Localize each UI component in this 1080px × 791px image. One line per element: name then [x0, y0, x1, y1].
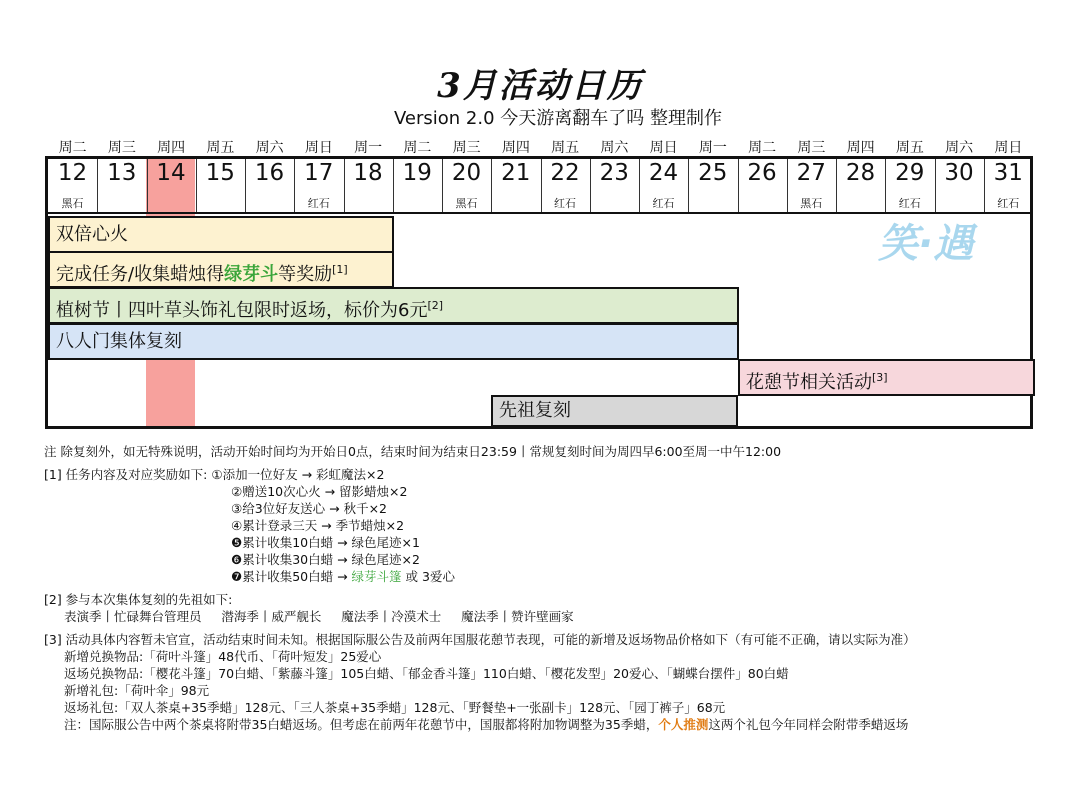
weekday-label: 周日	[994, 140, 1023, 156]
row-divider	[48, 322, 1030, 323]
shard-label: 黑石	[455, 197, 478, 210]
date-number: 17	[304, 160, 334, 186]
page-subtitle: Version 2.0 今天游离翻车了吗 整理制作	[394, 108, 722, 129]
date-number: 20	[451, 160, 482, 186]
event-bar	[491, 395, 738, 427]
date-number: 28	[845, 160, 876, 186]
weekday-label: 周三	[452, 140, 481, 156]
date-number: 25	[698, 160, 728, 186]
event-bar	[738, 359, 1035, 396]
event-label: 先祖复刻	[499, 400, 571, 421]
note-3-line: 新增兑换物品:「荷叶斗篷」48代币、「荷叶短发」25爱心	[64, 649, 382, 664]
shard-label: 黑石	[800, 197, 823, 210]
weekday-label: 周二	[58, 140, 87, 156]
row-divider	[48, 250, 1030, 251]
note-3-line: 返场兑换物品:「樱花斗篷」70白蜡、「紫藤斗篷」105白蜡、「郁金香斗篷」110白蜡、「樱花发型」20爱心、「蝴蝶台摆件」80白蜡	[64, 666, 789, 681]
date-number: 31	[993, 160, 1023, 186]
event-label: 双倍心火	[56, 224, 128, 245]
date-number: 22	[550, 160, 580, 186]
note-1-item: ❺累计收集10白蜡 → 绿色尾迹×1	[231, 535, 420, 550]
shard-label: 红石	[898, 197, 921, 210]
weekday-label: 周一	[354, 140, 383, 156]
note-3-head: [3] 活动具体内容暂未官宣，活动结束时间未知。根据国际服公告及前两年国服花憩节表现，可能的新增及返场物品价格如下（有可能不正确，请以实际为准）	[44, 632, 916, 647]
note-3-last: 注：国际服公告中两个茶桌将附带35白蜡返场。但考虑在前两年花憩节中，国服都将附加物调整为35季蜡，个人推测这两个礼包今年同样会附带季蜡返场	[64, 717, 909, 732]
event-footnote-ref: [2]	[427, 299, 444, 312]
day-divider	[97, 159, 98, 213]
event-label-part: 等奖励	[278, 264, 333, 285]
row-divider	[48, 286, 1030, 287]
shard-label: 红石	[652, 197, 675, 210]
weekday-label: 周五	[206, 140, 235, 156]
event-bar	[48, 323, 739, 360]
weekday-label: 周三	[797, 140, 826, 156]
event-bar	[48, 251, 394, 288]
day-divider	[442, 159, 443, 213]
date-number: 29	[895, 160, 925, 186]
shard-label: 黑石	[61, 197, 84, 210]
date-number: 23	[599, 160, 629, 186]
watermark-logo: 笑·遇	[878, 221, 974, 267]
day-divider	[935, 159, 936, 213]
day-divider	[393, 159, 394, 213]
date-number: 24	[648, 160, 679, 186]
date-number: 26	[747, 160, 777, 186]
date-number: 12	[57, 160, 88, 186]
weekday-label: 周二	[403, 140, 432, 156]
event-label-highlight: 绿芽斗	[224, 264, 279, 285]
day-divider	[294, 159, 295, 213]
day-divider	[885, 159, 886, 213]
date-number: 18	[353, 160, 383, 186]
day-divider	[491, 159, 492, 213]
weekday-label: 周五	[895, 140, 924, 156]
weekday-label: 周四	[501, 140, 530, 156]
date-number: 21	[501, 160, 531, 186]
day-divider	[836, 159, 837, 213]
note-3-line: 返场礼包:「双人茶桌+35季蜡」128元、「三人茶桌+35季蜡」128元、「野餐垫+一张副卡」128元、「园丁裤子」68元	[64, 700, 726, 715]
date-number: 14	[156, 160, 186, 186]
day-divider	[984, 159, 985, 213]
row-divider	[48, 394, 1030, 395]
shard-label: 红石	[307, 197, 330, 210]
day-divider	[245, 159, 246, 213]
note-1-item: ②赠送10次心火 → 留影蜡烛×2	[231, 484, 408, 499]
weekday-label: 周三	[107, 140, 136, 156]
weekday-label: 周四	[157, 140, 186, 156]
day-divider	[787, 159, 788, 213]
event-label: 植树节丨四叶草头饰礼包限时返场，标价为6元	[56, 300, 428, 321]
day-divider	[639, 159, 640, 213]
page-title: 3月活动日历	[437, 66, 643, 106]
note-2-ancestors: 表演季丨忙碌舞台管理员 潜海季丨威严舰长 魔法季丨冷漠术士 魔法季丨赞许壁画家	[64, 609, 574, 624]
note-1-item: ❻累计收集30白蜡 → 绿色尾迹×2	[231, 552, 420, 567]
row-divider	[48, 358, 1030, 359]
day-divider	[541, 159, 542, 213]
event-bar	[48, 216, 394, 253]
day-divider	[196, 159, 197, 213]
date-number: 15	[205, 160, 235, 186]
note-1-head: [1] 任务内容及对应奖励如下: ①添加一位好友 → 彩虹魔法×2	[44, 467, 385, 482]
day-divider	[738, 159, 739, 213]
notes-section	[44, 443, 916, 733]
note-1-item: ③给3位好友送心 → 秋千×2	[231, 501, 388, 516]
note-general: 注 除复刻外，如无特殊说明，活动开始时间均为开始日0点，结束时间为结束日23:59丨常规复刻时间为周四早6:00至周一中午12:00	[44, 444, 782, 459]
weekday-label: 周五	[551, 140, 580, 156]
event-footnote-ref: [1]	[332, 263, 348, 276]
event-label: 花憩节相关活动	[746, 372, 872, 393]
weekday-label: 周六	[945, 140, 974, 156]
event-label: 八人门集体复刻	[56, 331, 182, 352]
weekday-label: 周六	[600, 140, 629, 156]
note-2-head: [2] 参与本次集体复刻的先祖如下:	[44, 592, 233, 607]
day-divider	[344, 159, 345, 213]
day-divider	[688, 159, 689, 213]
weekday-label: 周日	[304, 140, 333, 156]
date-number: 30	[944, 160, 974, 186]
note-1-item: ①添加一位好友 → 彩虹魔法×2	[211, 467, 385, 482]
weekday-label: 周一	[698, 140, 727, 156]
day-divider	[590, 159, 591, 213]
day-divider	[147, 159, 148, 213]
event-label-part: 完成任务/收集蜡烛得	[56, 264, 225, 285]
shard-label: 红石	[554, 197, 576, 210]
event-bar	[48, 287, 739, 324]
event-footnote-ref: [3]	[872, 371, 888, 384]
weekday-label: 周日	[649, 140, 678, 156]
date-number: 19	[402, 160, 432, 186]
note-1-item-last: ❼累计收集50白蜡 → 绿芽斗篷 或 3爱心	[231, 569, 455, 584]
weekday-label: 周二	[748, 140, 777, 156]
shard-label: 红石	[997, 197, 1020, 210]
weekday-label: 周六	[255, 140, 284, 156]
date-number: 27	[796, 160, 826, 186]
date-number: 13	[107, 160, 137, 186]
note-3-line: 新增礼包:「荷叶伞」98元	[64, 683, 210, 698]
note-1-item: ④累计登录三天 → 季节蜡烛×2	[231, 518, 405, 533]
weekday-label: 周四	[846, 140, 875, 156]
date-number: 16	[254, 160, 285, 186]
